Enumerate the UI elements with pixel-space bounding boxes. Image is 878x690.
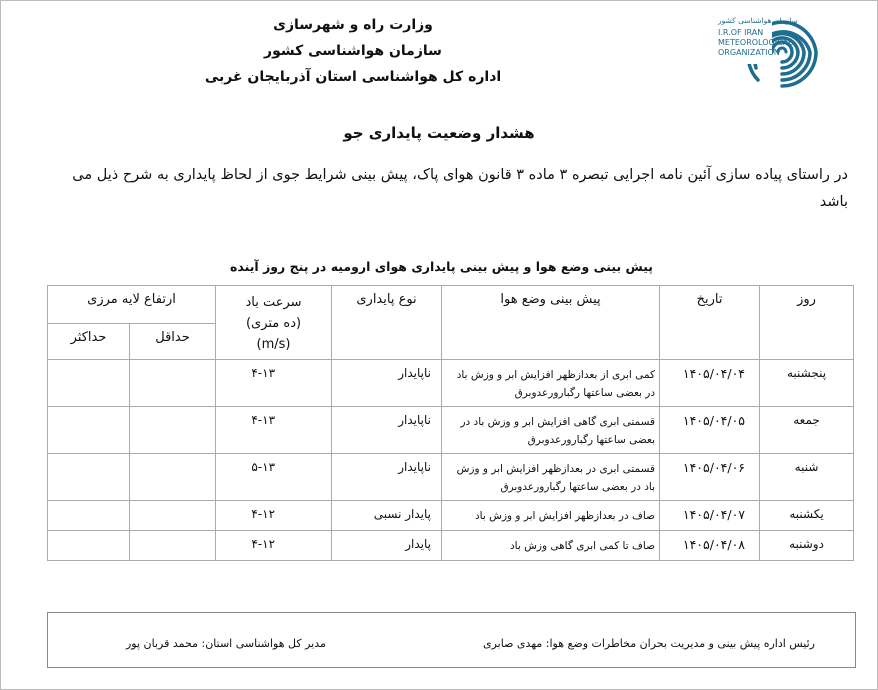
header-min: حداقل [130,324,216,360]
logo-persian-text: سازمان هواشناسی کشور [718,16,798,25]
table-row [48,454,854,501]
signature-box [47,612,856,668]
cell-stability: ناپایدار [332,454,442,501]
director-signature: مدیر کل هواشناسی استان: محمد قربان پور [126,637,326,650]
header-day: روز [760,286,854,360]
cell-min [130,407,216,454]
cell-max [48,407,130,454]
letterhead [188,12,518,90]
header-stability-type: نوع پایداری [332,286,442,360]
logo-english-line-3: ORGANIZATION [718,48,780,57]
organization-name: سازمان هواشناسی کشور [264,43,442,59]
logo-english-line-1: I.R.OF IRAN [718,28,764,37]
cell-date: ۱۴۰۵/۰۴/۰۷ [660,501,760,531]
header-wind-line-2: (ده متری) [245,316,302,331]
cell-forecast: قسمتی ابری در بعدازظهر افزایش ابر و وزش باد در بعضی ساعتها رگبارورعدوبرق [442,454,660,501]
header-date: تاریخ [660,286,760,360]
forecast-table [47,285,854,561]
cell-wind: ۵-۱۳ [216,454,332,501]
office-name: اداره کل هواشناسی استان آذربایجان غربی [204,69,502,85]
cell-day: یکشنبه [760,501,854,531]
document-title: هشدار وضعیت پایداری جو [343,124,535,142]
cell-day: دوشنبه [760,531,854,561]
cell-stability: پایدار [332,531,442,561]
logo-english-line-2: METEOROLOGICAL [718,38,793,47]
cell-min [130,531,216,561]
cell-stability: ناپایدار [332,360,442,407]
table-title: پیش بینی وضع هوا و پیش بینی پایداری هوای ارومیه در پنج روز آینده [230,259,653,274]
cell-wind: ۴-۱۳ [216,407,332,454]
cell-max [48,501,130,531]
forecast-head-signature: رئیس اداره پیش بینی و مدیریت بحران مخاطرات وضع هوا: مهدی صابری [483,637,815,650]
cell-max [48,360,130,407]
table-row [48,531,854,561]
header-max: حداکثر [48,324,130,360]
cell-min [130,360,216,407]
header-wind-line-1: سرعت باد [245,295,302,310]
cell-min [130,501,216,531]
header-wind-line-3: (m/s) [256,337,291,352]
table-row [48,360,854,407]
intro-paragraph: در راستای پیاده سازی آئین نامه اجرایی تبصره ۳ ماده ۳ قانون هوای پاک، پیش بینی شرایط جوی از لحاظ پایداری به شرح ذیل می باشد [72,167,848,210]
cell-date: ۱۴۰۵/۰۴/۰۶ [660,454,760,501]
cell-wind: ۴-۱۳ [216,360,332,407]
cell-date: ۱۴۰۵/۰۴/۰۴ [660,360,760,407]
cell-forecast: کمی ابری از بعدازظهر افزایش ابر و وزش باد در بعضی ساعتها رگبارورعدوبرق [442,360,660,407]
cell-date: ۱۴۰۵/۰۴/۰۸ [660,531,760,561]
cell-wind: ۴-۱۲ [216,531,332,561]
header-forecast: پیش بینی وضع هوا [442,286,660,360]
meteorological-organization-logo [716,12,828,98]
cell-max [48,454,130,501]
cell-forecast: صاف تا کمی ابری گاهی وزش باد [442,531,660,561]
ministry-name: وزارت راه و شهرسازی [273,17,433,33]
table-row [48,407,854,454]
header-mixing-height: ارتفاع لایه مرزی [48,286,216,324]
cell-wind: ۴-۱۲ [216,501,332,531]
cell-min [130,454,216,501]
cell-forecast: قسمتی ابری گاهی افزایش ابر و وزش باد در بعضی ساعتها رگبارورعدوبرق [442,407,660,454]
cell-forecast: صاف در بعدازظهر افزایش ابر و وزش باد [442,501,660,531]
cell-date: ۱۴۰۵/۰۴/۰۵ [660,407,760,454]
header-wind-speed [216,286,332,360]
cell-day: پنجشنبه [760,360,854,407]
table-row [48,501,854,531]
cell-stability: ناپایدار [332,407,442,454]
cell-day: جمعه [760,407,854,454]
cell-max [48,531,130,561]
cell-day: شنبه [760,454,854,501]
cell-stability: پایدار نسبی [332,501,442,531]
